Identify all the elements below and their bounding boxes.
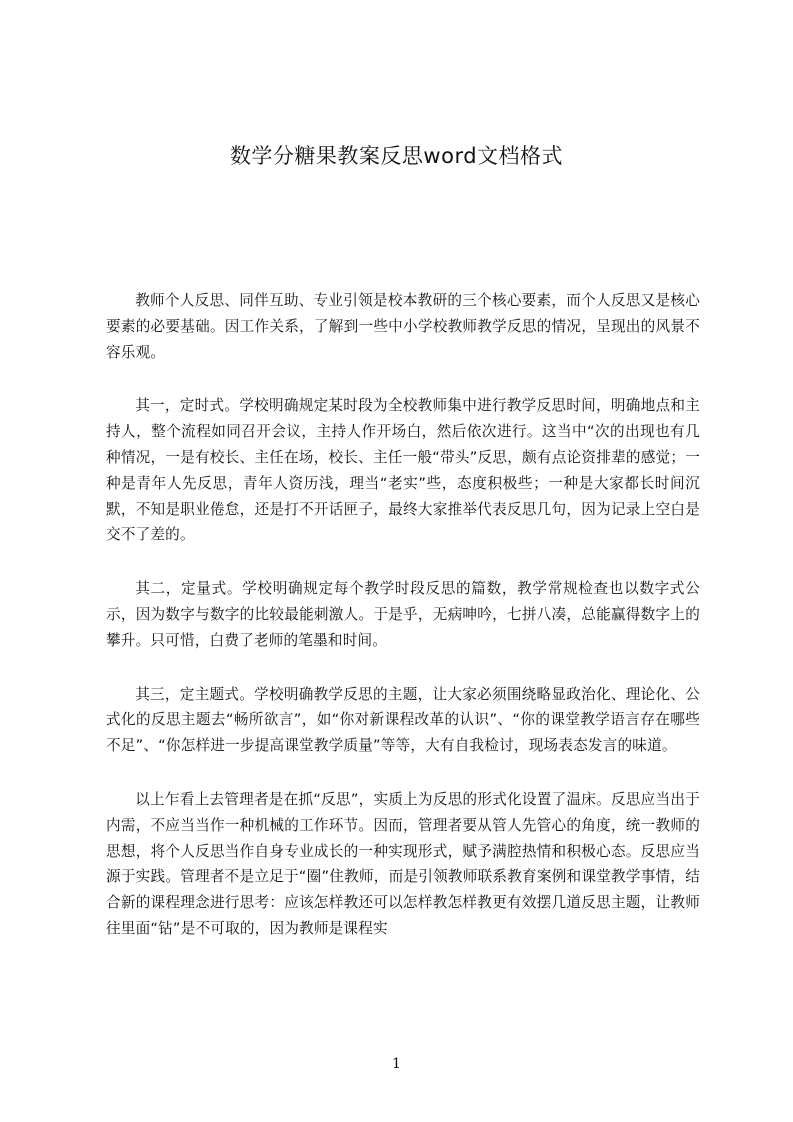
document-body <box>106 288 700 970</box>
document-title: 数学分糖果教案反思word文档格式 <box>229 144 564 168</box>
paragraph-fixed-topic: 其三，定主题式。学校明确教学反思的主题，让大家必须围绕略显政治化、理论化、公式化的反思主题去“畅所欲言”，如“你对新课程改革的认识”、“你的课堂教学语言存在哪些不足”、“你怎样进一步提高课堂教学质量”等等，大有自我检讨，现场表态发言的味道。 <box>106 685 700 755</box>
paragraph-fixed-quantity: 其二，定量式。学校明确规定每个教学时段反思的篇数，教学常规检查也以数字式公示，因为数字与数字的比较最能刺激人。于是乎，无病呻吟，七拼八凑，总能赢得数字上的攀升。只可惜，白费了老师的笔墨和时间。 <box>106 580 700 649</box>
paragraph-fixed-time: 其一，定时式。学校明确规定某时段为全校教师集中进行教学反思时间，明确地点和主持人，整个流程如同召开会议，主持人作开场白，然后依次进行。这当中“次的出现也有几种情况，一是有校长、主任在场，校长、主任一般“带头”反思，颇有点论资排辈的感觉；一种是青年人先反思，青年人资历浅，理当“老实”些，态度积极些；一种是大家都长时间沉默，不知是职业倦怠，还是打不开话匣子，最终大家推举代表反思几句，因为记录上空白是交不了差的。 <box>106 397 700 544</box>
page-number: 1 <box>392 1056 401 1072</box>
paragraph-intro: 教师个人反思、同伴互助、专业引领是校本教研的三个核心要素，而个人反思又是核心要素的必要基础。因工作关系，了解到一些中小学校教师教学反思的情况，呈现出的风景不容乐观。 <box>106 292 700 361</box>
paragraph-analysis: 以上乍看上去管理者是在抓“反思”，实质上为反思的形式化设置了温床。反思应当出于内需，不应当当作一种机械的工作环节。因而，管理者要从管人先管心的角度，统一教师的思想，将个人反思当作自身专业成长的一种实现形式，赋予满腔热情和积极心态。反思应当源于实践。管理者不是立足于“圈”住教师，而是引领教师联系教育案例和课堂教学事情，结合新的课程理念进行思考：应该怎样教还可以怎样教怎样教更有效摆几道反思主题，让教师往里面“钻”是不可取的，因为教师是课程实 <box>106 790 700 937</box>
